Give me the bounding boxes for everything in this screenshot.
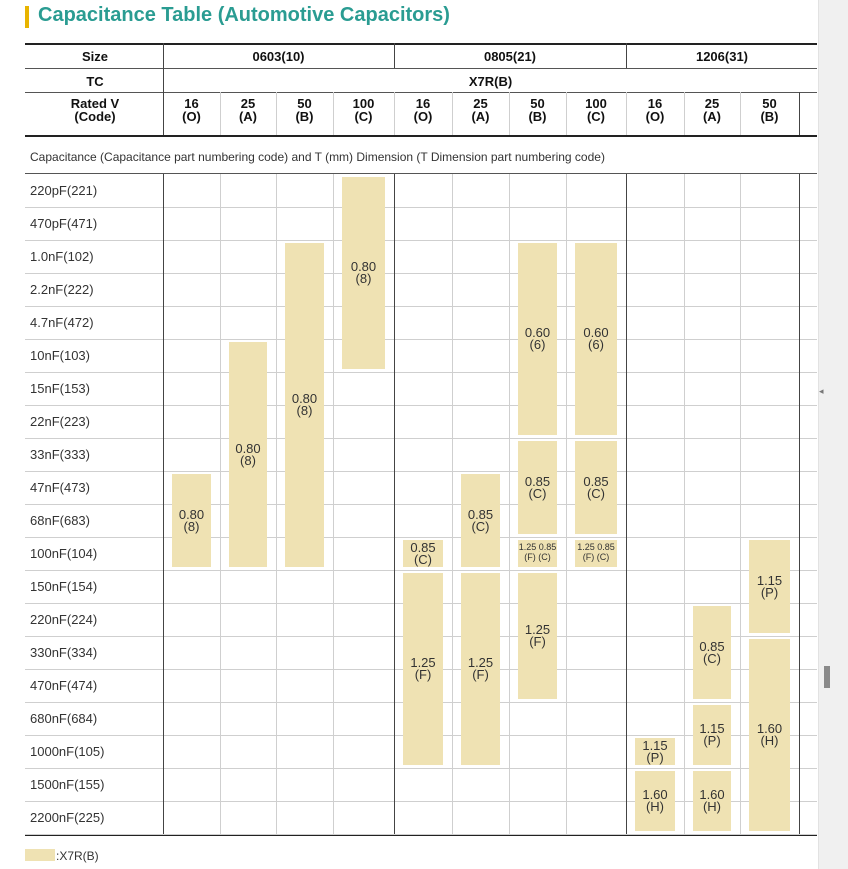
header-vline-volt-end (799, 92, 800, 135)
row-line-11 (25, 570, 817, 571)
dimension-label (394, 539, 452, 567)
capacitance-row-label: 15nF(153) (30, 381, 90, 396)
dimension-code: (H) (760, 733, 779, 748)
row-line-6 (25, 405, 817, 406)
rated-voltage-10: 50 (762, 96, 777, 111)
dimension-code: (F) (414, 667, 432, 682)
dimension-code: (6) (588, 337, 604, 352)
capacitance-row-label: 220pF(221) (30, 183, 98, 198)
dimension-label (394, 657, 452, 681)
rated-code-10: (B) (760, 109, 779, 124)
capacitance-row-label: 100nF(104) (30, 546, 98, 561)
capacitance-row-label: 1500nF(155) (30, 777, 105, 792)
row-line-3 (25, 306, 817, 307)
dimension-code: (H) (645, 799, 665, 814)
rated-code-7: (C) (586, 109, 606, 124)
capacitance-row-label: 1.0nF(102) (30, 249, 94, 264)
row-line-7 (25, 438, 817, 439)
dimension-code: (H) (702, 799, 722, 814)
dimension-code: (8) (296, 403, 313, 418)
body-vline-11 (799, 174, 800, 834)
dimension-label (566, 327, 626, 351)
rated-code-8: (O) (645, 109, 665, 124)
rated-code-0: (O) (182, 109, 201, 124)
dimension-code: (8) (240, 452, 256, 468)
dimension-code: (8) (183, 518, 200, 534)
body-vline-6 (509, 174, 510, 834)
dimension-label (740, 572, 799, 600)
dimension-value: 0.80 (350, 259, 377, 274)
dimension-code: (C) (702, 650, 722, 666)
capacitance-row-label: 330nF(334) (30, 645, 98, 660)
rated-code-5: (A) (471, 109, 490, 124)
rated-voltage-2: 50 (297, 96, 312, 111)
dimension-label (333, 261, 394, 285)
capacitance-row-label: 680nF(684) (30, 711, 98, 726)
dimension-label (684, 638, 740, 666)
dimension-code: (P) (646, 749, 664, 765)
body-vline-5 (452, 174, 453, 834)
vertical-scrollbar[interactable] (818, 0, 848, 869)
dimension-value: 0.85 (410, 539, 436, 555)
capacitance-row-label: 22nF(223) (30, 414, 90, 429)
dimension-label (684, 789, 740, 813)
size-0: 0603(10) (252, 49, 305, 64)
dimension-value: 1.15 (756, 572, 783, 588)
rated-code-3: (C) (354, 109, 373, 124)
capacitance-row-label: 150nF(154) (30, 579, 98, 594)
capacitance-row-label: 220nF(224) (30, 612, 98, 627)
rated-voltage-7: 100 (585, 96, 607, 111)
rated-voltage-5: 25 (473, 96, 488, 111)
row-line-8 (25, 471, 817, 472)
rated-code-label: (Code) (74, 109, 116, 124)
rated-voltage-0: 16 (184, 96, 199, 111)
capacitance-row-label: 10nF(103) (30, 348, 90, 363)
header-bottom-border (25, 135, 817, 137)
dimension-value: 0.80 (178, 506, 205, 522)
body-vline-0 (163, 174, 164, 834)
dimension-label (509, 542, 566, 562)
dimension-label (452, 506, 509, 534)
row-line-1 (25, 240, 817, 241)
row-line-9 (25, 504, 817, 505)
row-line-17 (25, 768, 817, 769)
dimension-code: (C) (528, 485, 547, 501)
capacitance-row-label: 4.7nF(472) (30, 315, 94, 330)
table-top-border (25, 43, 817, 45)
dimension-value: 0.60 (583, 325, 609, 340)
dimension-value: 0.80 (235, 440, 261, 456)
dimension-value: 1.25 (524, 622, 551, 637)
dimension-value: 1.60 (642, 787, 668, 802)
dimension-value: 1.15 (699, 721, 725, 736)
dimension-label (163, 506, 220, 534)
rated-voltage-8: 16 (647, 96, 663, 111)
dimension-code: (8) (355, 271, 372, 286)
dimension-code: (6) (529, 337, 546, 352)
rated-code-2: (B) (295, 109, 314, 124)
capacitance-row-label: 470pF(471) (30, 216, 98, 231)
dimension-code: (C) (413, 551, 433, 567)
dimension-code: (P) (760, 584, 779, 600)
rated-voltage-6: 50 (530, 96, 545, 111)
rated-code-1: (A) (238, 109, 258, 124)
dimension-label (626, 737, 684, 765)
dimension-value: 1.60 (756, 721, 783, 736)
capacitance-row-label: 1000nF(105) (30, 744, 105, 759)
body-vline-7 (566, 174, 567, 834)
subtitle-bottom-line (25, 173, 817, 174)
row-line-19 (25, 834, 817, 835)
header-line-rated (25, 92, 817, 93)
dimension-value: 1.25 0.85 (518, 541, 557, 552)
dimension-label (276, 393, 333, 417)
row-line-5 (25, 372, 817, 373)
capacitance-row-label: 2.2nF(222) (30, 282, 94, 297)
dimension-value: 0.85 (524, 473, 551, 489)
dimension-label (684, 723, 740, 747)
dimension-label (566, 473, 626, 501)
dimension-label (509, 327, 566, 351)
capacitance-row-label: 470nF(474) (30, 678, 98, 693)
dimension-code: (C) (471, 518, 490, 534)
capacitance-row-label: 68nF(683) (30, 513, 90, 528)
rated-v-label: Rated V (70, 96, 120, 111)
dimension-label (740, 723, 799, 747)
dimension-label (452, 657, 509, 681)
legend-label: :X7R(B) (56, 849, 99, 863)
body-vline-4 (394, 174, 395, 834)
dimension-value: 1.15 (642, 737, 668, 753)
dimension-label (509, 624, 566, 648)
size-label: Size (81, 49, 108, 64)
dimension-code: (P) (703, 733, 721, 748)
capacitance-row-label: 2200nF(225) (30, 810, 105, 825)
tc-label: TC (86, 74, 104, 89)
dimension-label (566, 542, 626, 562)
capacitance-row-label: 33nF(333) (30, 447, 90, 462)
dimension-code: (F) (529, 634, 546, 649)
tc-value: X7R(B) (468, 74, 513, 89)
capacitance-row-label: 47nF(473) (30, 480, 90, 495)
dimension-code: (C) (586, 485, 606, 501)
dimension-value: 1.25 (467, 655, 494, 670)
scrollbar-thumb[interactable] (824, 666, 830, 688)
title-accent-bar (25, 6, 29, 28)
table-subtitle: Capacitance (Capacitance part numbering code) and T (mm) Dimension (T Dimension part numbering code) (30, 150, 605, 164)
row-line-4 (25, 339, 817, 340)
rated-voltage-3: 100 (352, 96, 375, 111)
size-2: 1206(31) (695, 49, 749, 64)
body-vline-2 (276, 174, 277, 834)
body-vline-1 (220, 174, 221, 834)
rated-voltage-4: 16 (415, 96, 431, 111)
body-vline-8 (626, 174, 627, 834)
dimension-value: 1.25 (410, 655, 436, 670)
dimension-value: 0.85 (467, 506, 494, 522)
page-title: Capacitance Table (Automotive Capacitors) (38, 4, 450, 26)
header-line-tc (25, 68, 817, 69)
row-line-10 (25, 537, 817, 538)
size-1: 0805(21) (483, 49, 537, 64)
rated-code-6: (B) (528, 109, 547, 124)
dimension-value: 1.60 (699, 787, 725, 802)
row-line-0 (25, 207, 817, 208)
rated-code-4: (O) (413, 109, 433, 124)
legend-swatch (25, 849, 55, 861)
dimension-code: (F) (C) (524, 551, 551, 562)
dimension-value: 0.85 (583, 473, 609, 489)
dimension-code: (F) (C) (582, 551, 610, 562)
rated-voltage-9: 25 (704, 96, 720, 111)
dimension-label (220, 440, 276, 468)
dimension-value: 0.85 (699, 638, 725, 654)
row-line-2 (25, 273, 817, 274)
dimension-label (509, 473, 566, 501)
rated-code-9: (A) (702, 109, 722, 124)
dimension-value: 0.60 (524, 325, 551, 340)
rated-voltage-1: 25 (240, 96, 256, 111)
dimension-label (626, 789, 684, 813)
dimension-value: 0.80 (291, 391, 318, 406)
scroll-left-arrow-icon[interactable]: ◂ (819, 386, 824, 396)
dimension-value: 1.25 0.85 (577, 541, 615, 552)
dimension-code: (F) (472, 667, 489, 682)
